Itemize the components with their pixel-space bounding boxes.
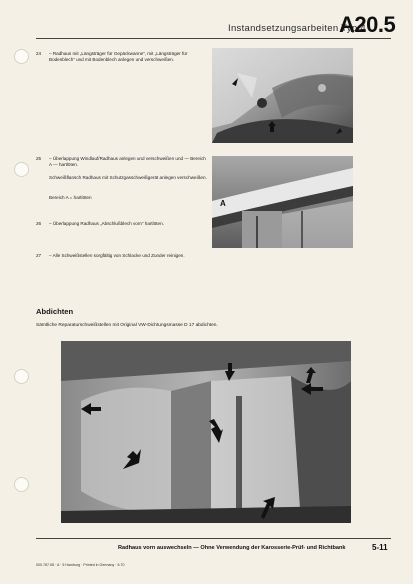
header-section-code: A20.5 [339,12,396,37]
step-text: – Alle Schweißstellen sorgfältig von Schlacke und Zunder reinigen. [49,253,185,258]
step-text: – Radhaus mit „Längsträger für Gepäckwanne“, mit „Längsträger für Bodenblech“ und mit Bodenblech anlegen und verschweißen. [49,51,188,62]
step-text: – Überlappung Windlauf/Radhaus anlegen und verschweißen und — Bereich A — hartlöten. [49,156,206,167]
step-number: 26 [36,221,42,226]
step-number: 24 [36,51,42,56]
photo-wheelhouse-rear-section [212,48,353,143]
step-number: 25 [36,156,42,161]
photo-sealing-wheelhouse [61,341,351,523]
binder-hole-icon [14,162,29,177]
binder-hole-icon [14,369,29,384]
footer-divider [36,538,391,539]
section-text: Sämtliche Reparaturschweißstellen mit Original VW-Dichtungsmasse D 17 abdichten. [36,323,218,328]
step-number: 27 [36,253,42,258]
print-info: 000.787.08 · A · 5 Hamburg · Printed in Germany · 6.70 [36,563,125,567]
section-heading: Abdichten [36,307,74,316]
step-25-note: Schweißflansch Radhaus mit Schutzgasschweißgerät anlegen verschweißen. [49,175,207,180]
step-24 [36,51,208,63]
step-25-note: Bereich A = hartlöten [49,195,92,200]
binder-hole-icon [14,477,29,492]
binder-hole-icon [14,49,29,64]
photo-windscreen-overlap [212,156,353,248]
photo-label-a: A [220,199,226,208]
step-26 [36,221,208,227]
step-25 [36,156,208,168]
header-divider [36,38,391,39]
footer-title: Radhaus vorn auswechseln — Ohne Verwendung der Karosserie-Prüf- und Richtbank [118,545,346,551]
page-number: 5-11 [372,543,388,552]
step-text: – Überlappung Radhaus „Abschlußblech vorn“ hartlöten. [49,221,164,226]
header-title: Instandsetzungsarbeiten Typ 4 [228,23,366,34]
step-27 [36,253,208,259]
